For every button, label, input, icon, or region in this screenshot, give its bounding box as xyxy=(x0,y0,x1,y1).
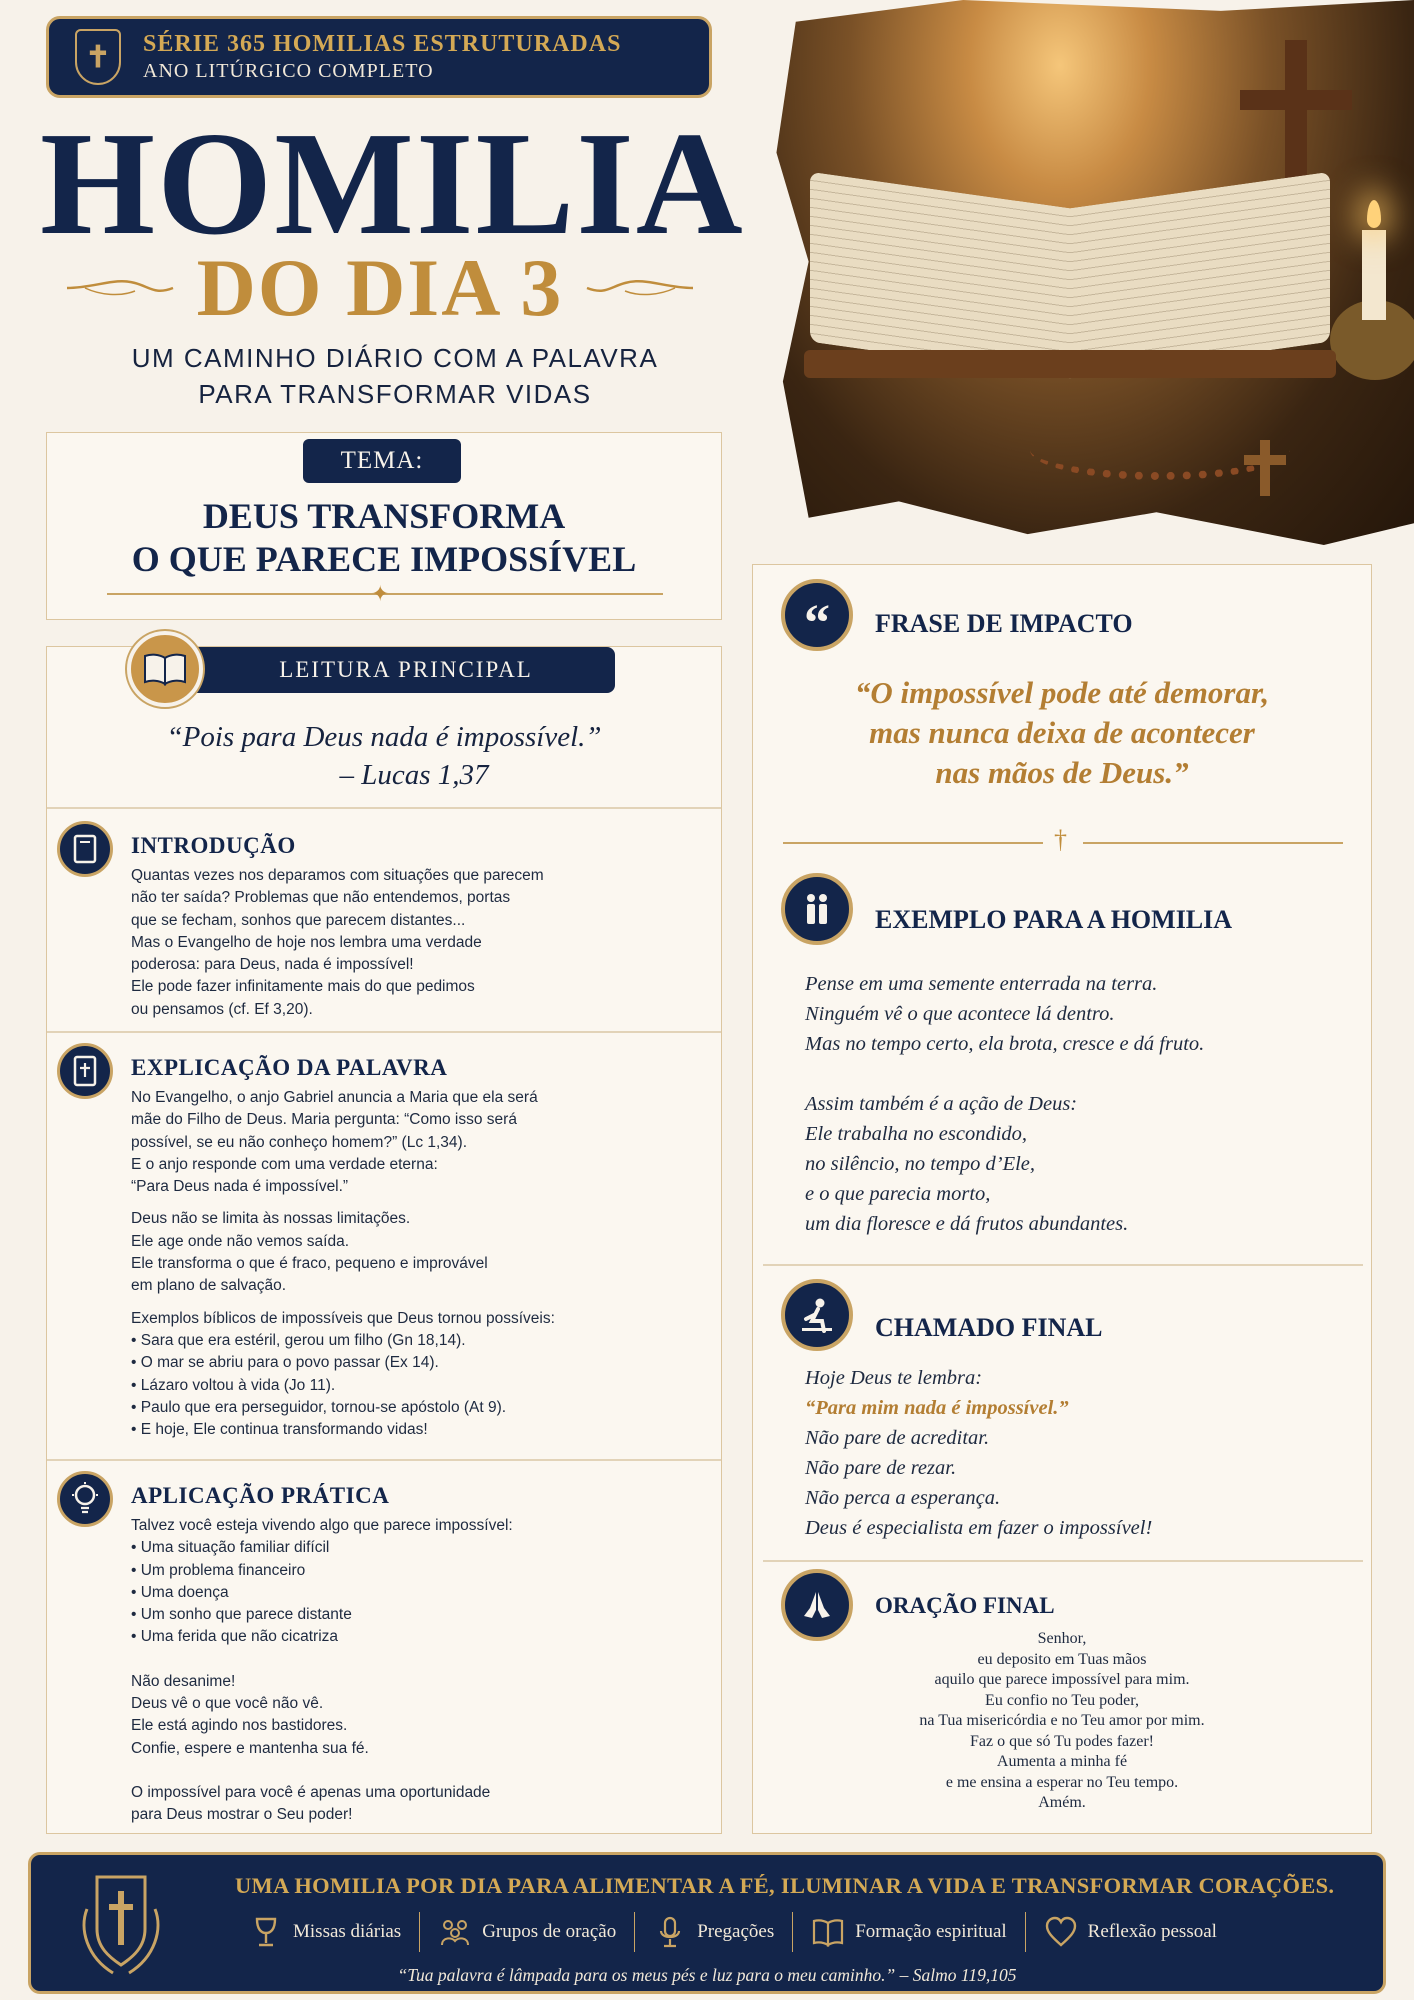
text-line: ou pensamos (cf. Ef 3,20). xyxy=(131,1000,313,1018)
text-line: E o anjo responde com uma verdade eterna: xyxy=(131,1155,438,1173)
footer-item-grupos xyxy=(419,1912,634,1952)
text-line: mãe do Filho de Deus. Maria pergunta: “Como isso será xyxy=(131,1111,517,1129)
tema-box xyxy=(46,432,722,620)
prayer-text xyxy=(753,1629,1371,1814)
text-line: Confie, espere e mantenha sua fé. xyxy=(131,1739,369,1757)
open-book-icon xyxy=(127,631,203,707)
footer-item-label: Pregações xyxy=(697,1921,775,1942)
divider xyxy=(763,1560,1363,1562)
text-line: mas nunca deixa de acontecer xyxy=(869,715,1255,750)
text-line: Mas o Evangelho de hoje nos lembra uma verdade xyxy=(131,933,482,951)
footer-item-label: Reflexão pessoal xyxy=(1087,1921,1217,1942)
examples-list xyxy=(131,1330,691,1441)
list-item: • Uma doença xyxy=(131,1582,691,1604)
text-line: e o que parecia morto, xyxy=(805,1183,991,1205)
text-line: possível, se eu não conheço homem?” (Lc 1,34). xyxy=(131,1133,468,1151)
list-item: • Uma situação familiar difícil xyxy=(131,1537,691,1559)
footer-item-label: Formação espiritual xyxy=(855,1921,1007,1942)
title-sub-row xyxy=(40,242,720,333)
right-card xyxy=(752,564,1372,1834)
cross-ornament-icon: ✦ xyxy=(371,581,390,606)
highlight-quote: “Para mim nada é impossível.” xyxy=(805,1397,1069,1419)
text-line: “Para Deus nada é impossível.” xyxy=(131,1178,349,1196)
text-line: Não desanime! xyxy=(131,1672,236,1690)
text-line: e me ensina a esperar no Teu tempo. xyxy=(945,1773,1179,1791)
text-line: Amém. xyxy=(1038,1794,1086,1811)
text-line: eu deposito em Tuas mãos xyxy=(977,1650,1147,1668)
bible-icon xyxy=(57,821,113,877)
leitura-quote-text: “Pois para Deus nada é impossível.” xyxy=(166,721,602,753)
footer-item-reflexao xyxy=(1025,1912,1235,1952)
section-title: INTRODUÇÃO xyxy=(131,833,296,858)
tema-line1: DEUS TRANSFORMA xyxy=(202,496,566,536)
section-title: CHAMADO FINAL xyxy=(875,1313,1103,1342)
lightbulb-icon xyxy=(57,1471,113,1527)
rosary-icon xyxy=(1030,420,1290,480)
text-line: Ele está agindo nos bastidores. xyxy=(131,1717,348,1735)
page-title: HOMILIA xyxy=(40,102,745,266)
series-subtitle: ANO LITÚRGICO COMPLETO xyxy=(143,60,434,82)
tema-label: TEMA: xyxy=(303,439,461,483)
text-line: Ele age onde não vemos saída. xyxy=(131,1232,350,1250)
footer-verse: “Tua palavra é lâmpada para os meus pés e luz para o meu caminho.” – Salmo 119,105 xyxy=(397,1965,1017,1985)
text-line: Exemplos bíblicos de impossíveis que Deus tornou possíveis: xyxy=(131,1309,555,1327)
list-item: • Lázaro voltou à vida (Jo 11). xyxy=(131,1375,691,1397)
section-title: APLICAÇÃO PRÁTICA xyxy=(131,1483,390,1508)
text-line: Não perca a esperança. xyxy=(805,1487,1001,1509)
text-line: No Evangelho, o anjo Gabriel anuncia a Maria que ela será xyxy=(131,1089,538,1106)
text-line: para Deus mostrar o Seu poder! xyxy=(131,1806,353,1824)
text-line: nas mãos de Deus.” xyxy=(935,755,1189,790)
text-line: não ter saída? Problemas que não entendemos, portas xyxy=(131,889,511,907)
section-body xyxy=(131,1087,691,1441)
holy-bible-icon xyxy=(57,1043,113,1099)
tema-line2: O QUE PARECE IMPOSSÍVEL xyxy=(131,539,637,580)
text-line: Mas no tempo certo, ela brota, cresce e dá fruto. xyxy=(805,1033,1205,1055)
footer-items xyxy=(231,1907,1235,1957)
quote-icon: “ xyxy=(781,579,853,651)
section-body xyxy=(805,969,1345,1239)
text-line: poderosa: para Deus, nada é impossível! xyxy=(131,956,414,974)
text-line: Assim também é a ação de Deus: xyxy=(805,1093,1078,1115)
tagline xyxy=(40,340,750,413)
footer-item-label: Missas diárias xyxy=(293,1921,402,1942)
leitura-label: LEITURA PRINCIPAL xyxy=(197,647,615,693)
text-line: no silêncio, no tempo d’Ele, xyxy=(805,1153,1036,1175)
cross-icon: † xyxy=(1054,825,1067,854)
candle-icon xyxy=(1362,230,1386,320)
page-subtitle: DO DIA 3 xyxy=(196,242,564,333)
series-title: SÉRIE 365 HOMILIAS ESTRUTURADAS xyxy=(143,31,622,57)
section-body xyxy=(131,865,691,1021)
text-line: Deus não se limita às nossas limitações. xyxy=(131,1210,411,1228)
list-item: • Uma ferida que não cicatriza xyxy=(131,1626,691,1648)
series-badge xyxy=(46,16,712,98)
heart-icon xyxy=(1044,1915,1078,1949)
microphone-icon xyxy=(653,1915,687,1949)
text-line: que se fecham, sonhos que parecem distantes... xyxy=(131,911,466,929)
text-line: Hoje Deus te lembra: xyxy=(805,1367,983,1389)
footer-item-pregacoes xyxy=(634,1912,792,1952)
tagline-line2: PARA TRANSFORMAR VIDAS xyxy=(198,379,592,410)
list-item: • Sara que era estéril, gerou um filho (Gn 18,14). xyxy=(131,1330,691,1352)
text-line: Ele transforma o que é fraco, pequeno e improvável xyxy=(131,1255,488,1273)
footer-item-missas xyxy=(231,1912,419,1952)
text-line: Eu confio no Teu poder, xyxy=(985,1691,1139,1709)
list-item: • Paulo que era perseguidor, tornou-se apóstolo (At 9). xyxy=(131,1397,691,1419)
text-line: Ninguém vê o que acontece lá dentro. xyxy=(805,1003,1115,1025)
flame-icon xyxy=(1367,200,1381,228)
divider xyxy=(47,807,721,809)
impact-quote xyxy=(753,673,1371,793)
text-line: aquilo que parece impossível para mim. xyxy=(934,1671,1190,1688)
open-bible-icon xyxy=(810,190,1330,370)
text-line: Deus é especialista em fazer o impossível! xyxy=(805,1517,1153,1539)
list-item: • E hoje, Ele continua transformando vidas! xyxy=(131,1419,691,1441)
group-icon xyxy=(438,1915,472,1949)
text-line: um dia floresce e dá frutos abundantes. xyxy=(805,1213,1129,1235)
section-body xyxy=(805,1363,1345,1543)
section-title: EXPLICAÇÃO DA PALAVRA xyxy=(131,1055,448,1080)
divider xyxy=(763,1264,1363,1266)
list-item: • Um sonho que parece distante xyxy=(131,1604,691,1626)
people-icon xyxy=(781,873,853,945)
text-line: “O impossível pode até demorar, xyxy=(854,675,1270,710)
footer-item-formacao xyxy=(792,1912,1024,1952)
text-line: em plano de salvação. xyxy=(131,1277,287,1295)
text-line: Pense em uma semente enterrada na terra. xyxy=(805,973,1158,995)
section-title: FRASE DE IMPACTO xyxy=(875,609,1133,638)
bible-candle-photo xyxy=(770,0,1414,545)
text-line: Senhor, xyxy=(1037,1630,1087,1647)
divider xyxy=(47,1459,721,1461)
text-line: Ele pode fazer infinitamente mais do que pedimos xyxy=(131,978,475,996)
list-item: • Um problema financeiro xyxy=(131,1560,691,1582)
footer-headline: UMA HOMILIA POR DIA PARA ALIMENTAR A FÉ, ILUMINAR A VIDA E TRANSFORMAR CORAÇÕES. xyxy=(235,1873,1335,1898)
flourish-right-icon xyxy=(585,273,695,303)
text-line: Ele trabalha no escondido, xyxy=(805,1123,1028,1145)
text-line: Deus vê o que você não vê. xyxy=(131,1695,324,1713)
list-item: • O mar se abriu para o povo passar (Ex 14). xyxy=(131,1352,691,1374)
text-line: O impossível para você é apenas uma oportunidade xyxy=(131,1783,491,1801)
book-icon xyxy=(811,1915,845,1949)
footer-item-label: Grupos de oração xyxy=(482,1921,617,1942)
flourish-left-icon xyxy=(65,273,175,303)
text-line: na Tua misericórdia e no Teu amor por mim. xyxy=(919,1712,1205,1729)
text-line: Aumenta a minha fé xyxy=(996,1753,1128,1770)
divider xyxy=(783,842,1043,844)
section-body xyxy=(131,1515,691,1827)
footer-banner xyxy=(28,1852,1386,1994)
tagline-line1: UM CAMINHO DIÁRIO COM A PALAVRA xyxy=(131,343,659,373)
text-line: Faz o que só Tu podes fazer! xyxy=(970,1732,1154,1750)
text-line: Talvez você esteja vivendo algo que parece impossível: xyxy=(131,1517,513,1534)
cross-shield-icon: ✝ xyxy=(75,29,121,85)
section-title: ORAÇÃO FINAL xyxy=(875,1593,1055,1618)
text-line: Não pare de acreditar. xyxy=(805,1427,990,1449)
text-line: Não pare de rezar. xyxy=(805,1457,957,1479)
leitura-quote-ref: – Lucas 1,37 xyxy=(339,758,489,791)
chalice-icon xyxy=(249,1915,283,1949)
series-text xyxy=(143,31,621,83)
section-title: EXEMPLO PARA A HOMILIA xyxy=(875,905,1233,934)
tema-title xyxy=(47,495,721,581)
divider xyxy=(1083,842,1343,844)
divider xyxy=(47,1031,721,1033)
left-card xyxy=(46,646,722,1834)
leitura-quote xyxy=(47,719,721,794)
situations-list xyxy=(131,1537,691,1648)
text-line: Quantas vezes nos deparamos com situações que parecem xyxy=(131,867,544,884)
kneeling-prayer-icon xyxy=(781,1279,853,1351)
